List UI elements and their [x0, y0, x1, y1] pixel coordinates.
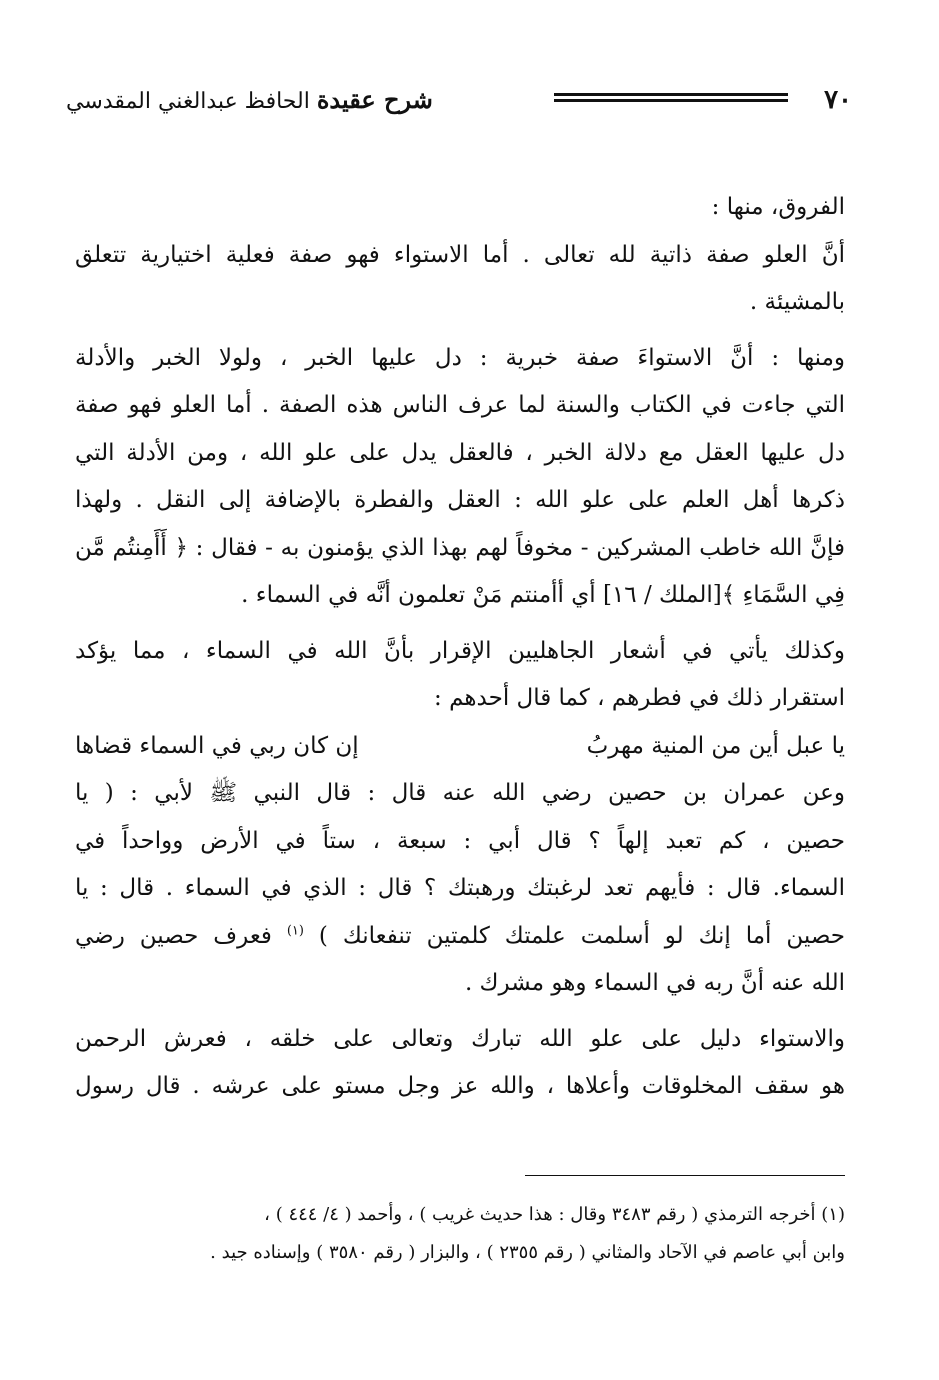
text-line: استقرار ذلك في فطرهم ، كما قال أحدهم :	[434, 685, 845, 711]
header-rule-bar	[554, 99, 788, 102]
footnote-line: (١) أخرجه الترمذي ( رقم ٣٤٨٣ وقال : هذا حديث غريب ) ، وأحمد ( ٤/ ٤٤٤ ) ،	[264, 1204, 845, 1225]
text-line: وعن عمران بن حصين رضي الله عنه قال : قال النبي ﷺ لأبي : ( يا	[75, 780, 845, 806]
poetry-verse	[75, 723, 845, 771]
text-line: هو سقف المخلوقات وأعلاها ، والله عز وجل مستو على عرشه . قال رسول	[75, 1073, 845, 1099]
text-line: فإنَّ الله خاطب المشركين - مخوفاً لهم بهذا الذي يؤمنون به - فقال : ﴿ أَأَمِنتُم مَّن	[75, 534, 845, 561]
text-line: حصين ، كم تعبد إلهاً ؟ قال أبي : سبعة ، ستاً في الأرض وواحداً في	[75, 827, 845, 854]
text-line: بالمشيئة .	[749, 289, 845, 315]
main-text	[75, 184, 845, 1111]
text-line: التي جاءت في الكتاب والسنة لما عرف الناس هذه الصفة . أما العلو فهو صفة	[75, 392, 845, 418]
text-line: دل عليها العقل مع دلالة الخبر ، فالعقل يدل على علو الله ، ومن الأدلة التي	[75, 439, 845, 466]
text-line: الله عنه أنَّ ربه في السماء وهو مشرك .	[464, 970, 845, 996]
text-line: فِي السَّمَاءِ ﴾[الملك / ١٦] أي أأمنتم مَنْ تعلمون أنَّه في السماء .	[241, 582, 845, 608]
text-line-with-footnote	[75, 913, 845, 961]
running-title	[66, 82, 433, 120]
text-line: السماء. قال : فأيهم تعد لرغبتك ورهبتك ؟ قال : الذي في السماء . قال : يا	[75, 875, 845, 901]
text-segment: حصين أما إنك لو أسلمت علمتك كلمتين تنفعانك )	[318, 922, 845, 949]
header-rule	[554, 93, 788, 107]
text-line: أنَّ العلو صفة ذاتية لله تعالى . أما الاستواء فهو صفة فعلية اختيارية تتعلق	[75, 241, 845, 268]
text-line: والاستواء دليل على علو الله تبارك وتعالى على خلقه ، فعرش الرحمن	[75, 1025, 845, 1052]
running-title-bold: شرح عقيدة	[316, 85, 433, 114]
text-segment: فعرف حصين رضي	[75, 922, 287, 949]
text-line: ومنها : أنَّ الاستواءَ صفة خبرية : دل عليها الخبر ، ولولا الخبر والأدلة	[75, 344, 845, 371]
footnote-ref[interactable]: (١)	[286, 922, 304, 938]
verse-first-hemistich: يا عبل أين من المنية مهربُ	[586, 732, 845, 759]
text-line: ذكرها أهل العلم على علو الله : العقل والفطرة بالإضافة إلى النقل . ولهذا	[75, 487, 845, 513]
page-number: ٧٠	[824, 85, 852, 115]
footnote-separator	[525, 1175, 845, 1176]
verse-second-hemistich: إن كان ربي في السماء قضاها	[75, 732, 359, 759]
text-line: الفروق، منها :	[711, 194, 845, 220]
running-title-rest: الحافظ عبدالغني المقدسي	[66, 89, 310, 114]
footnote-line: وابن أبي عاصم في الآحاد والمثاني ( رقم ٢٣٥٥ ) ، والبزار ( رقم ٣٥٨٠ ) وإسناده جيد .	[210, 1242, 845, 1263]
text-line: وكذلك يأتي في أشعار الجاهليين الإقرار بأنَّ الله في السماء ، مما يؤكد	[75, 637, 845, 664]
page-header	[66, 82, 852, 118]
footnotes	[75, 1196, 845, 1272]
header-rule-bar	[554, 93, 788, 96]
